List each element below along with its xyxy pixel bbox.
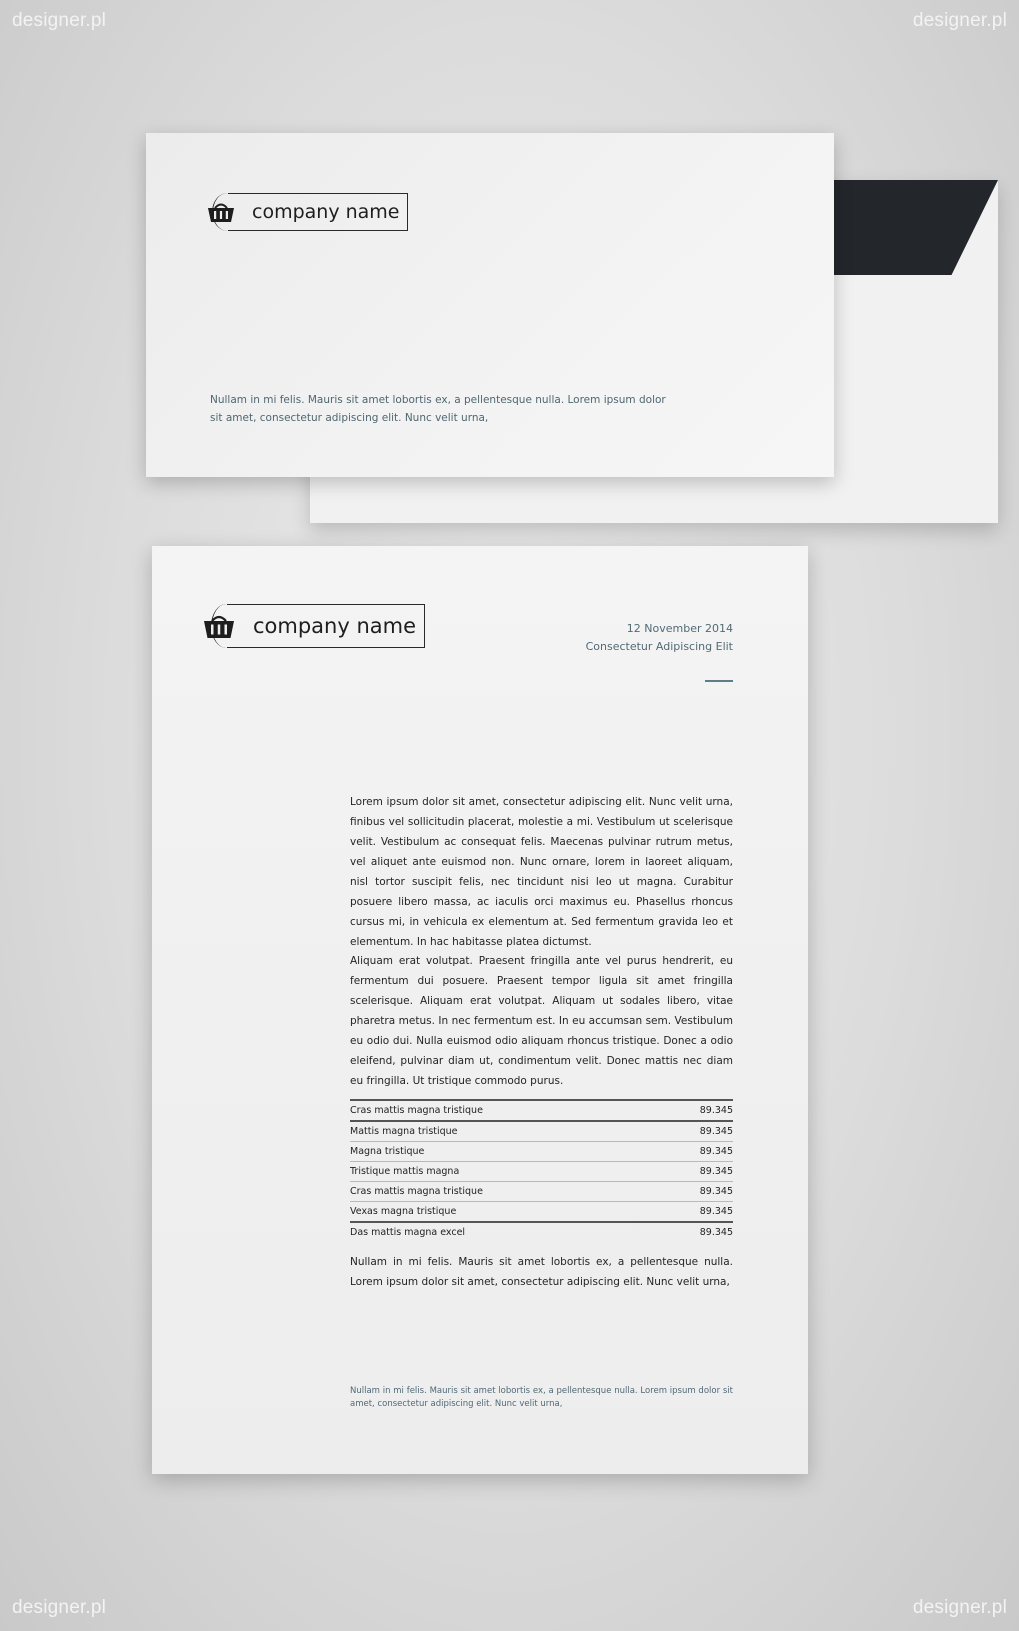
letterhead-sheet bbox=[152, 546, 808, 1474]
row-value: 89.345 bbox=[699, 1126, 733, 1137]
paragraph-2: Aliquam erat volutpat. Praesent fringilla ante vel purus hendrerit, eu fermentum dui posuere. Praesent tempor ligula sit amet fringilla scelerisque. Aliquam erat volutpat. Aliquam ut sodales libero, vitae pharetra metus. In nec fermentum est. In eu accumsan sem. Vestibulum eu odio dui. Nulla euismod odio aliquam rhoncus tristique. Donec a odio eleifend, pulvinar diam ut, condimentum velit. Donec mattis nec diam eu fringilla. Ut tristique commodo purus. bbox=[350, 955, 733, 1087]
row-label: Vexas magna tristique bbox=[350, 1206, 457, 1217]
table-row bbox=[350, 1162, 733, 1182]
watermark-top-left: designer.pl bbox=[12, 10, 107, 31]
paragraph-1: Lorem ipsum dolor sit amet, consectetur adipiscing elit. Nunc velit urna, finibus vel sollicitudin placerat, molestie a mi. Vestibulum ut scelerisque velit. Vestibulum ac consequat felis. Maecenas pulvinar rutrum metus, vel aliquet ante euismod non. Nunc ornare, lorem in laoreet aliquam, nisl tortor suscipit felis, nec tincidunt nisi leo ut magna. Curabitur posuere libero massa, ac iaculis orci maximus eu. Phasellus rhoncus cursus mi, in vehicula ex elementum at. Sed fermentum gravida leo et elementum. In hac habitasse platea dictumst. bbox=[350, 796, 733, 948]
accent-divider bbox=[705, 680, 733, 682]
table-row bbox=[350, 1182, 733, 1202]
row-label: Mattis magna tristique bbox=[350, 1126, 458, 1137]
row-label: Magna tristique bbox=[350, 1146, 425, 1157]
row-label: Das mattis magna excel bbox=[350, 1227, 466, 1238]
table-row bbox=[350, 1202, 733, 1223]
row-value: 89.345 bbox=[699, 1186, 733, 1197]
logo-wordmark: company name bbox=[228, 193, 408, 231]
envelope-flap bbox=[832, 180, 998, 275]
row-label: Tristique mattis magna bbox=[350, 1166, 460, 1177]
logo-wordmark: company name bbox=[227, 604, 425, 648]
paragraph-3: Nullam in mi felis. Mauris sit amet lobortis ex, a pellentesque nulla. Lorem ipsum dolor sit amet, consectetur adipiscing elit. Nunc velit urna, bbox=[350, 1256, 733, 1288]
row-label: Cras mattis magna tristique bbox=[350, 1105, 483, 1116]
table-row bbox=[350, 1101, 733, 1122]
value-table bbox=[350, 1099, 733, 1242]
row-value: 89.345 bbox=[699, 1206, 733, 1217]
letter-footer: Nullam in mi felis. Mauris sit amet lobortis ex, a pellentesque nulla. Lorem ipsum dolor sit amet, consectetur adipiscing elit. Nunc velit urna, bbox=[350, 1386, 733, 1409]
watermark-top-right: designer.pl bbox=[912, 10, 1007, 31]
letter-subject: Consectetur Adipiscing Elit bbox=[585, 640, 733, 653]
table-row bbox=[350, 1122, 733, 1142]
letter-date: 12 November 2014 bbox=[626, 622, 733, 635]
envelope-address: Nullam in mi felis. Mauris sit amet lobortis ex, a pellentesque nulla. Lorem ipsum dolor sit amet, consectetur adipiscing elit. Nunc velit urna, bbox=[210, 394, 666, 424]
row-label: Cras mattis magna tristique bbox=[350, 1186, 483, 1197]
table-row bbox=[350, 1223, 733, 1242]
watermark-bottom-left: designer.pl bbox=[12, 1597, 107, 1618]
row-value: 89.345 bbox=[699, 1105, 733, 1116]
letterhead-logo bbox=[202, 604, 425, 648]
row-value: 89.345 bbox=[699, 1146, 733, 1157]
envelope-front bbox=[146, 133, 834, 477]
row-value: 89.345 bbox=[699, 1166, 733, 1177]
table-row bbox=[350, 1142, 733, 1162]
row-value: 89.345 bbox=[699, 1227, 733, 1238]
basket-icon bbox=[202, 612, 236, 640]
watermark-bottom-right: designer.pl bbox=[912, 1597, 1007, 1618]
envelope-logo bbox=[206, 193, 408, 231]
letter-meta bbox=[586, 620, 733, 656]
basket-icon bbox=[206, 200, 236, 224]
